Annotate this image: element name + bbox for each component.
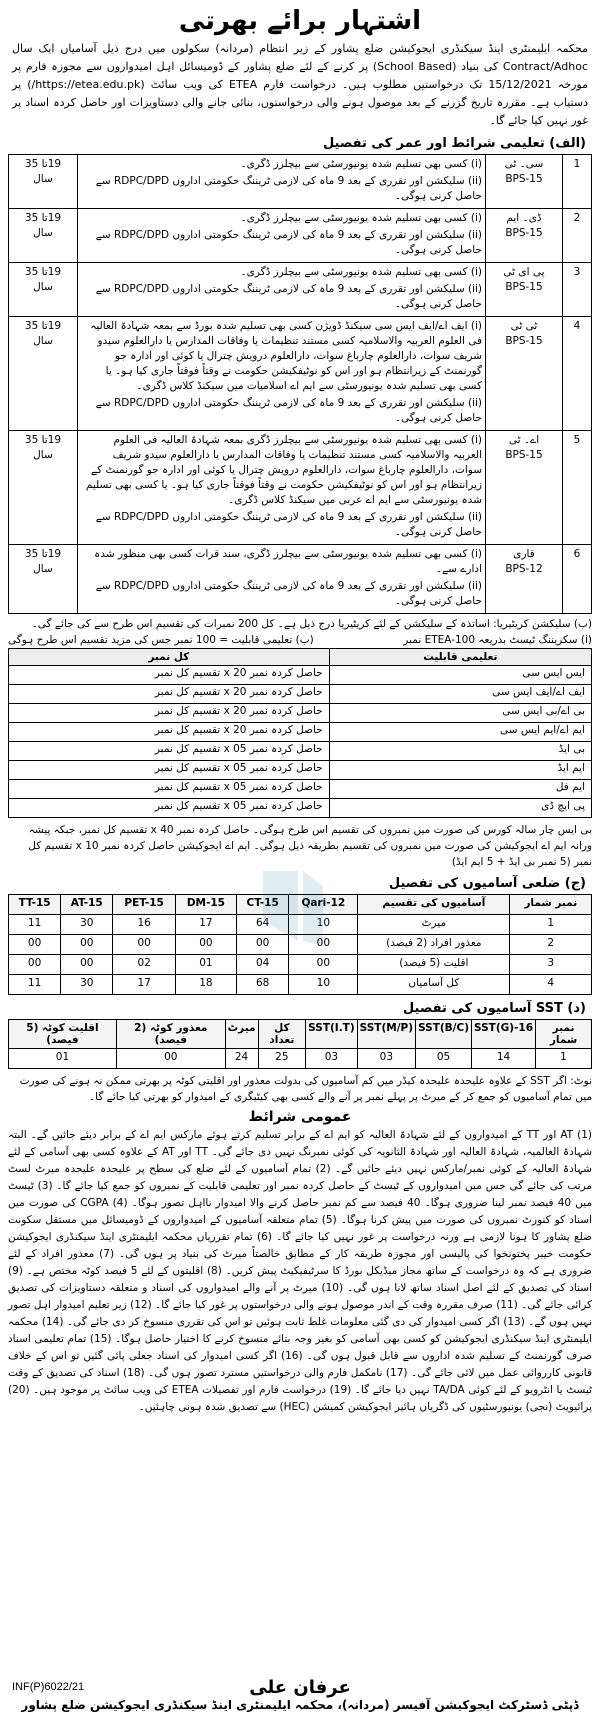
sst-cell: 25 — [258, 1049, 306, 1069]
intro-paragraph: محکمہ ایلیمنٹری اینڈ سیکنڈری ایجوکیشن ضلع پشاور کے زیر انتظام (مردانہ) سکولوں میں درج ذیل آسامیاں ایک سال Contract/Adhoc کی بنیاد (School Based) پر کرنے کے لئے ضلع پشاور کے ڈومیسائل اہل امیدواروں سے مجوزہ فارم پر مورخہ 15/12/2021 تک درخواستیں مطلوب ہیں۔ درخواست فارم ETEA کی ویب سائٹ (https://etea.edu.pk/) پر دستیاب ہے۔ مقررہ تاریخ گزرنے کے بعد موصول ہونے والی درخواستوں، بنائی جانے والی دستاویزات اور حاصل کردہ اسناد پر غور نہیں کیا جائے گا۔ — [12, 42, 589, 127]
selection-criteria: (ب) سلیکشن کریٹیریا: اساتذہ کے سلیکشن کے لئے کریٹیریا درج ذیل ہے۔ کل 200 نمبرات کی تقسیم اس طرح سے کی جائے گی۔ — [31, 618, 592, 630]
posts-cell: 2 — [510, 935, 592, 955]
qualification-post — [486, 263, 563, 317]
posts-cell: 17 — [113, 975, 176, 995]
advertisement-page — [8, 6, 592, 1718]
posts-cell: 11 — [9, 915, 61, 935]
marks-row — [9, 685, 592, 704]
marks-row — [9, 799, 592, 818]
posts-cell: 64 — [236, 915, 289, 935]
posts-cell: 11 — [9, 975, 61, 995]
posts-cell: 10 — [289, 975, 358, 995]
marks-header-qual: تعلیمی قابلیت — [329, 649, 591, 666]
qualification-sno: 3 — [563, 263, 592, 317]
qualification-items — [78, 431, 486, 545]
qualification-items — [78, 209, 486, 263]
posts-cell: 00 — [236, 935, 289, 955]
sst-header-cell: اقلیت کوٹہ (5 فیصد) — [9, 1020, 117, 1049]
bs-note: بی ایس چار سالہ کورس کی صورت میں نمبروں کی تقسیم اس طرح ہوگی۔ حاصل کردہ نمبر x 40 تقسیم کل نمبر، جبکہ پیشہ ورانہ ایم اے ایجوکیشن کی صورت میں نمبروں کی تقسیم بطریقہ ذیل ہوگی۔ ایم اے ایجوکیشن حاصل کردہ نمبر x 10 تقسیم کل نمبر (5 نمبر بی ایڈ + 5 ایم ایڈ) — [28, 824, 592, 868]
marks-qualification: ایم اے/ایم ایس سی — [329, 723, 591, 742]
qualifications-table — [8, 154, 592, 614]
posts-cell: 04 — [236, 955, 289, 975]
marks-qualification: ایس ایس سی — [329, 666, 591, 685]
qualification-post — [486, 317, 563, 431]
marks-formula: حاصل کردہ نمبر x 05 تقسیم کل نمبر — [9, 742, 330, 761]
age-unit: سال — [33, 335, 53, 347]
qualification-post — [486, 209, 563, 263]
post-name: اے۔ ٹی — [508, 434, 540, 446]
section-d-heading: (د) SST آسامیوں کی تفصیل — [402, 1001, 586, 1016]
qualification-row — [9, 209, 592, 263]
qualification-sno: 4 — [563, 317, 592, 431]
qualification-item: (ii) سلیکشن اور تقرری کے بعد 9 ماہ کی لازمی ٹریننگ حکومتی اداروں RDPC/DPD سے حاصل کرنی ہوگی۔ — [95, 397, 482, 424]
marks-row — [9, 704, 592, 723]
qualification-row — [9, 545, 592, 614]
posts-cell: 00 — [61, 955, 113, 975]
post-bps: BPS-15 — [505, 227, 543, 239]
sst-table — [8, 1019, 592, 1069]
qualification-age — [9, 155, 78, 209]
age-unit: سال — [33, 173, 53, 185]
posts-cell: 1 — [510, 915, 592, 935]
section-c-heading: (ج) ضلعی آسامیوں کی تفصیل — [388, 876, 586, 891]
qualification-sno: 2 — [563, 209, 592, 263]
marks-row — [9, 723, 592, 742]
qualification-item: (ii) سلیکشن اور تقرری کے بعد 9 ماہ کی لازمی ٹریننگ حکومتی اداروں RDPC/DPD سے حاصل کرنی ہوگی۔ — [95, 229, 482, 256]
marks-header-total: کل نمبر — [9, 649, 330, 666]
age-range: 19تا 35 — [24, 158, 62, 170]
qualification-sno: 6 — [563, 545, 592, 614]
sst-cell: 03 — [357, 1049, 415, 1069]
posts-cell: 4 — [510, 975, 592, 995]
post-name: ٹی ٹی — [510, 320, 538, 332]
academic-label: (ب) تعلیمی قابلیت = 100 نمبر جس کی مزید تقسیم اس طرح ہوگی — [8, 634, 314, 646]
sst-header-cell: SST(B/C) — [416, 1020, 472, 1049]
marks-row — [9, 780, 592, 799]
sst-cell: 24 — [225, 1049, 258, 1069]
sst-header-cell: SST(G)-16 — [472, 1020, 536, 1049]
sst-header-cell: کل تعداد — [258, 1020, 306, 1049]
posts-header-cell: AT-15 — [61, 895, 113, 915]
posts-cell: معذور افراد (2 فیصد) — [358, 935, 510, 955]
posts-header-cell: آسامیوں کی تقسیم — [358, 895, 510, 915]
post-bps: BPS-15 — [505, 449, 543, 461]
posts-header-cell: نمبر شمار — [510, 895, 592, 915]
quota-note: نوٹ: اگر SST کے علاوہ علیحدہ علیحدہ کیڈر میں کم آسامیوں کی بدولت معذور اور اقلیتی کوٹہ پر بھرتی ممکن نہ ہونے کی صورت میں تمام آسامیوں کو جمع کر کے میرٹ پر پہلے نمبر پر آنے والے کسی بھی کیٹیگری کے امیدوار کو بھرتی کیا جائے گا۔ — [19, 1075, 592, 1103]
page-title: اشتہار برائے بھرتی — [178, 6, 422, 36]
sst-cell: 03 — [306, 1049, 357, 1069]
qualification-post — [486, 431, 563, 545]
posts-cell: 02 — [113, 955, 176, 975]
posts-cell: 17 — [176, 915, 237, 935]
signatory-name: عرفان علی — [249, 1677, 351, 1698]
sst-header-cell: میرٹ — [225, 1020, 258, 1049]
age-unit: سال — [33, 281, 53, 293]
marks-qualification: بی اے/بی ایس سی — [329, 704, 591, 723]
qualification-item: (ii) سلیکشن اور تقرری کے بعد 9 ماہ کی لازمی ٹریننگ حکومتی اداروں RDPC/DPD سے حاصل کرنی ہوگی۔ — [95, 283, 482, 310]
qualification-age — [9, 209, 78, 263]
posts-cell: 00 — [9, 935, 61, 955]
marks-qualification: ایم ایڈ — [329, 761, 591, 780]
marks-formula: حاصل کردہ نمبر x 20 تقسیم کل نمبر — [9, 723, 330, 742]
marks-table — [8, 648, 592, 818]
age-unit: سال — [33, 227, 53, 239]
posts-cell: 3 — [510, 955, 592, 975]
screening-label: (i) سکریننگ ٹیسٹ بذریعہ ETEA-100 نمبر — [403, 634, 592, 646]
posts-cell: 00 — [289, 935, 358, 955]
marks-qualification: ایم فل — [329, 780, 591, 799]
qualification-age — [9, 317, 78, 431]
qualification-item: (i) ایف اے/ایف ایس سی سیکنڈ ڈویژن کسی بھی تسلیم شدہ بورڈ سے بمعہ شہادۃ العالیہ فی العلوم العربیہ والاسلامیہ کسی مستند تنظیمات یا وفاقات المدارس یا دارالعلوم سیدو شریف سوات، دارالعلوم چارباغ سوات، دارالعلوم درویش چترال یا کوئی اور ادارہ جو گورنمنٹ کے زیرانتظام ہو اور اس کو نوٹیفکیشن حکومت نے وقتاً فوقتاً جاری کیا ہو۔ یا کسی بھی تسلیم شدہ یونیورسٹی سے ایم اے اسلامیات میں سیکنڈ کلاس ڈگری۔ — [90, 320, 482, 392]
section-a-heading: (الف) تعلیمی شرائط اور عمر کی تفصیل — [322, 136, 586, 151]
qualification-row — [9, 263, 592, 317]
posts-row — [9, 975, 592, 995]
posts-cell: 01 — [176, 955, 237, 975]
qualification-item: (i) کسی بھی تسلیم شدہ یونیورسٹی سے بیچلرز ڈگری بمعہ شہادۃ العالیہ فی العلوم العربیہ والاسلامیہ کسی مستند تنظیمات یا وفاقات المدارس یا دارالعلوم سیدو شریف سوات، دارالعلوم چارباغ سوات، دارالعلوم درویش چترال یا کوئی اور ادارہ جو گورنمنٹ کے زیرانتظام ہو اور اس کو نوٹیفکیشن حکومت نے وقتاً فوقتاً جاری کیا ہو۔ یا کسی بھی تسلیم شدہ یونیورسٹی سے ایم اے عربی میں سیکنڈ کلاس ڈگری۔ — [85, 434, 482, 506]
posts-cell: کل آسامیاں — [358, 975, 510, 995]
posts-cell: 68 — [236, 975, 289, 995]
sst-cell: 14 — [472, 1049, 536, 1069]
qualification-items — [78, 155, 486, 209]
qualification-item: (i) کسی بھی تسلیم شدہ یونیورسٹی سے بیچلرز ڈگری۔ — [240, 212, 482, 224]
post-name: پی ای ٹی — [503, 266, 545, 278]
inf-number: INF(P)6022/21 — [12, 1681, 85, 1693]
posts-row — [9, 955, 592, 975]
post-bps: BPS-15 — [505, 173, 543, 185]
qualification-age — [9, 545, 78, 614]
marks-formula: حاصل کردہ نمبر x 05 تقسیم کل نمبر — [9, 780, 330, 799]
marks-row — [9, 742, 592, 761]
qualification-age — [9, 431, 78, 545]
qualification-item: (ii) سلیکشن اور تقرری کے بعد 9 ماہ کی لازمی ٹریننگ حکومتی اداروں RDPC/DPD سے حاصل کرنی ہوگی۔ — [95, 580, 482, 607]
qualification-items — [78, 263, 486, 317]
marks-formula: حاصل کردہ نمبر x 05 تقسیم کل نمبر — [9, 799, 330, 818]
qualification-item: (i) کسی بھی تسلیم شدہ یونیورسٹی سے بیچلرز ڈگری، سند قرات کسی بھی منظور شدہ ادارے سے۔ — [94, 548, 482, 575]
marks-formula: حاصل کردہ نمبر x 20 تقسیم کل نمبر — [9, 704, 330, 723]
signatory-designation: ڈپٹی ڈسٹرکٹ ایجوکیشن آفیسر (مردانہ)، محکمہ ایلیمنٹری اینڈ سیکنڈری ایجوکیشن ضلع پشاور — [21, 1698, 579, 1712]
qualification-row — [9, 317, 592, 431]
posts-cell: میرٹ — [358, 915, 510, 935]
marks-qualification: بی ایڈ — [329, 742, 591, 761]
marks-row — [9, 666, 592, 685]
posts-header-cell: DM-15 — [176, 895, 237, 915]
age-range: 19تا 35 — [24, 266, 62, 278]
age-range: 19تا 35 — [24, 212, 62, 224]
sst-header-cell: نمبر شمار — [536, 1020, 592, 1049]
sst-header-cell: SST(I.T) — [306, 1020, 357, 1049]
marks-split — [8, 634, 592, 646]
qualification-age — [9, 263, 78, 317]
posts-header-cell: PET-15 — [113, 895, 176, 915]
age-unit: سال — [33, 563, 53, 575]
posts-cell: 00 — [289, 955, 358, 975]
posts-cell: 18 — [176, 975, 237, 995]
posts-header-cell: Qari-12 — [289, 895, 358, 915]
marks-formula: حاصل کردہ نمبر x 20 تقسیم کل نمبر — [9, 666, 330, 685]
qualification-post — [486, 545, 563, 614]
qualification-item: (i) کسی بھی تسلیم شدہ یونیورسٹی سے بیچلرز ڈگری۔ — [240, 158, 482, 170]
general-conditions-text: (1) AT اور TT کے امیدواروں کے لئے شہادۃ العالیہ کو ایم اے کے برابر تسلیم کرتے ہوئے مارکس ایم اے کے برابر دیئے جائیں گے۔ البتہ شہادۃ العالمیہ، شہادۃ العالیہ اور شہادۃ الثانویہ کی کوئی نمبرنگ نہیں دی جائے گی۔ TT اور AT کے علاوہ کسی بھی آسامی کے لئے شہادۃ العالیہ کے کوئی نمبر/مارکس نہیں دیئے جائیں گے۔ (2) تمام آسامیوں کے لئے ضلع کی سطح پر علیحدہ علیحدہ میرٹ لسٹ مرتب کی جائے گی جس میں امیدواروں کے ٹیسٹ کے حاصل کردہ نمبر اور تعلیمی قابلیت کے نمبروں کو جمع کیا جائے گا۔ (3) ٹیسٹ میں 40 فیصد نمبر لینا ضروری ہوگا۔ 40 فیصد سے کم نمبر حاصل کرنے والا امیدوار نااہل تصور ہوگا۔ (4) CGPA کی صورت میں اسناد کو کنورٹ نمبروں کی صورت میں پیش کرنا ہوگا۔ (5) تمام متعلقہ آسامیوں کے امیدواروں کے ڈومیسائل میں مستقل سکونت ضلع پشاور کا ہونا لازمی ہے ورنہ درخواست پر غور نہیں کیا جائے گا۔ (6) تمام تقرریاں محکمہ ایلیمنٹری اینڈ سیکنڈری ایجوکیشن حکومت خیبر پختونخوا کی پالیسی اور مجوزہ طریقہ کار کے مطابق خالصتاً میرٹ کی بنیاد پر ہوں گی۔ (7) معذور افراد کے لئے ضروری ہے کہ وہ درخواست کے ساتھ مجاز میڈیکل بورڈ کا سرٹیفیکیٹ پیش کریں۔ (8) اقلیتوں کے لئے 5 فیصد کوٹہ مختص ہے۔ (9) اسناد کی تصدیق کے لئے اصل اسناد ساتھ لانا ہوں گی۔ (10) میرٹ پر آنے والے امیدواروں کی اسناد و متعلقہ دستاویزات کی تصدیق کرائی جائے گی۔ (11) صرف مقررہ وقت کے اندر موصول ہونے والی درخواستوں پر غور کیا جائے گا۔ (12) زیر تعلیم امیدوار اہل تصور نہیں ہوں گے۔ (13) اگر کسی امیدوار کی دی گئی معلومات غلط ثابت ہوئیں تو اس کی تقرری منسوخ کر دی جائے گی۔ (14) محکمہ ایلیمنٹری اینڈ سیکنڈری ایجوکیشن کو کسی بھی آسامی کو بغیر وجہ بتائے منسوخ کرنے کا اختیار حاصل ہوگا۔ (15) تمام تعلیمی اسناد صرف گورنمنٹ کے تسلیم شدہ اداروں سے قابل قبول ہوں گی۔ (16) اگر کسی امیدوار کی اسناد جعلی پائی گئیں تو اس کے خلاف قانونی کارروائی عمل میں لائی جائے گی۔ (17) نامکمل فارم والی درخواستیں مسترد تصور ہوں گی۔ (18) اسناد کی تصدیق کے وقت ٹیسٹ یا انٹرویو کے لئے کوئی TA/DA نہیں دیا جائے گا۔ (19) درخواست فارم اور تفصیلات ETEA کی ویب سائٹ پر موجود ہیں۔ (20) پرائیویٹ (نجی) یونیورسٹیوں کی ڈگریاں ہائیر ایجوکیشن کمیشن (HEC) سے تصدیق شدہ ہونی چاہئیں۔ — [8, 1129, 593, 1413]
sst-header-cell: معذور کوٹہ (2 فیصد) — [116, 1020, 225, 1049]
sst-cell: 01 — [9, 1049, 117, 1069]
qualification-item: (ii) سلیکشن اور تقرری کے بعد 9 ماہ کی لازمی ٹریننگ حکومتی اداروں RDPC/DPD سے حاصل کرنی ہوگی۔ — [95, 175, 482, 202]
watermark-logo-icon — [258, 861, 328, 951]
posts-cell: 30 — [61, 915, 113, 935]
qualification-item: (i) کسی بھی تسلیم شدہ یونیورسٹی سے بیچلرز ڈگری۔ — [240, 266, 482, 278]
posts-cell: 00 — [113, 935, 176, 955]
post-name: سی۔ ٹی — [504, 158, 544, 170]
posts-cell: 00 — [9, 955, 61, 975]
signature-block — [8, 1677, 592, 1712]
posts-cell: 30 — [61, 975, 113, 995]
sst-cell: 1 — [536, 1049, 592, 1069]
marks-row — [9, 761, 592, 780]
sst-cell: 00 — [116, 1049, 225, 1069]
posts-cell: 10 — [289, 915, 358, 935]
qualification-row — [9, 155, 592, 209]
marks-formula: حاصل کردہ نمبر x 20 تقسیم کل نمبر — [9, 685, 330, 704]
post-bps: BPS-15 — [505, 335, 543, 347]
posts-cell: 16 — [113, 915, 176, 935]
qualification-item: (ii) سلیکشن اور تقرری کے بعد 9 ماہ کی لازمی ٹریننگ حکومتی اداروں RDPC/DPD سے حاصل کرنی ہوگی۔ — [95, 511, 482, 538]
posts-cell: اقلیت (5 فیصد) — [358, 955, 510, 975]
posts-cell: 00 — [176, 935, 237, 955]
posts-header-cell: TT-15 — [9, 895, 61, 915]
sst-cell: 05 — [416, 1049, 472, 1069]
marks-qualification: ایف اے/ایف ایس سی — [329, 685, 591, 704]
qualification-items — [78, 545, 486, 614]
post-bps: BPS-12 — [505, 563, 543, 575]
qualification-sno: 1 — [563, 155, 592, 209]
qualification-items — [78, 317, 486, 431]
age-range: 19تا 35 — [24, 548, 62, 560]
qualification-sno: 5 — [563, 431, 592, 545]
qualification-post — [486, 155, 563, 209]
age-range: 19تا 35 — [24, 320, 62, 332]
age-range: 19تا 35 — [24, 434, 62, 446]
posts-header-cell: CT-15 — [236, 895, 289, 915]
sst-header-cell: SST(M/P) — [357, 1020, 415, 1049]
posts-cell: 00 — [61, 935, 113, 955]
general-conditions-heading: عمومی شرائط — [248, 1109, 352, 1125]
marks-formula: حاصل کردہ نمبر x 05 تقسیم کل نمبر — [9, 761, 330, 780]
post-name: قاری — [513, 548, 535, 560]
post-name: ڈی۔ ایم — [506, 212, 542, 224]
qualification-row — [9, 431, 592, 545]
marks-qualification: پی ایچ ڈی — [329, 799, 591, 818]
post-bps: BPS-15 — [505, 281, 543, 293]
age-unit: سال — [33, 449, 53, 461]
